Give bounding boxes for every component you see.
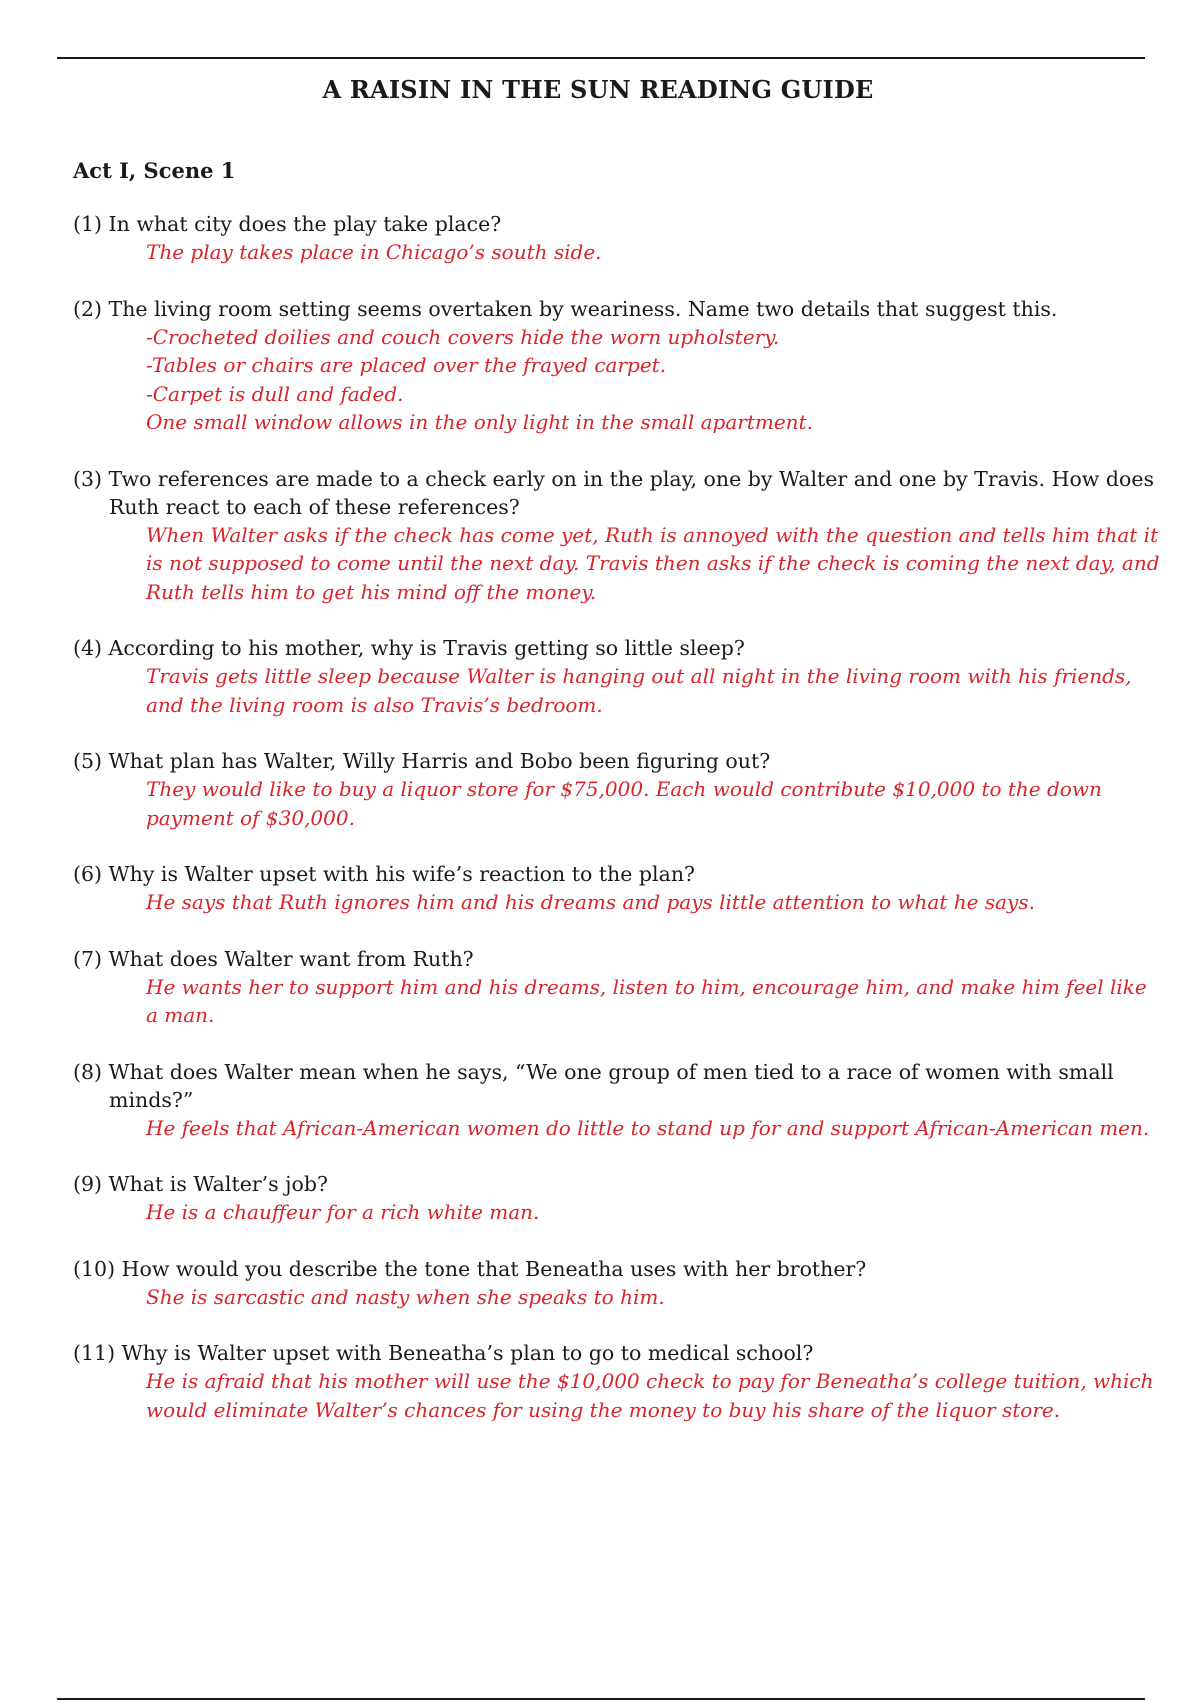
document-title: A RAISIN IN THE SUN READING GUIDE: [322, 75, 874, 104]
question-block: [73, 860, 1163, 917]
answer-text: [73, 973, 1163, 1030]
answer-line: He feels that African-American women do little to stand up for and support African-American men.: [146, 1115, 1150, 1140]
question-block: [73, 945, 1163, 1030]
answer-line: When Walter asks if the check has come yet, Ruth is annoyed with the question and tells him that it is not supposed to come until the next day. Travis then asks if the check is coming the next day, and Ruth tells him to get his mind off the money.: [146, 522, 1160, 604]
answer-text: [73, 662, 1163, 719]
document-page: [73, 72, 1163, 1452]
answer-text: [73, 1367, 1163, 1424]
question-text: (2) The living room setting seems overtaken by weariness. Name two details that suggest this.: [73, 296, 1058, 321]
question-text: (9) What is Walter’s job?: [73, 1172, 328, 1196]
question-block: [73, 210, 1163, 267]
question-text: (7) What does Walter want from Ruth?: [73, 946, 474, 971]
question-text: (10) How would you describe the tone that Beneatha uses with her brother?: [73, 1256, 867, 1281]
scene-heading: Act I, Scene 1: [73, 158, 236, 183]
answer-line: Travis gets little sleep because Walter is hanging out all night in the living room with his friends, and the living room is also Travis’s bedroom.: [146, 664, 1132, 717]
answer-text: [73, 323, 1163, 437]
question-block: [73, 1170, 1163, 1227]
answer-line: They would like to buy a liquor store for $75,000. Each would contribute $10,000 to the down payment of $30,000.: [146, 777, 1102, 830]
question-text: (6) Why is Walter upset with his wife’s reaction to the plan?: [73, 862, 696, 886]
answer-line: -Carpet is dull and faded.: [146, 381, 404, 406]
question-text: (3) Two references are made to a check early on in the play, one by Walter and one by Travis. How does Ruth react to each of these references?: [73, 466, 1154, 519]
question-block: [73, 634, 1163, 719]
answer-text: [73, 888, 1163, 917]
answer-text: [73, 1283, 1163, 1312]
question-text: (11) Why is Walter upset with Beneatha’s plan to go to medical school?: [73, 1341, 814, 1365]
question-block: [73, 1339, 1163, 1424]
question-block: [73, 1058, 1163, 1143]
answer-line: He wants her to support him and his dreams, listen to him, encourage him, and make him feel like a man.: [146, 974, 1147, 1027]
answer-line: She is sarcastic and nasty when she speaks to him.: [146, 1284, 665, 1309]
question-text: (1) In what city does the play take place?: [73, 212, 502, 236]
answer-text: [73, 1198, 1163, 1227]
answer-text: [73, 1114, 1163, 1143]
answer-line: -Tables or chairs are placed over the frayed carpet.: [146, 353, 667, 377]
answer-line: -Crocheted doilies and couch covers hide the worn upholstery.: [146, 324, 780, 349]
question-block: [73, 295, 1163, 437]
question-block: [73, 1255, 1163, 1312]
question-list: [73, 210, 1163, 1424]
question-text: (5) What plan has Walter, Willy Harris and Bobo been figuring out?: [73, 749, 771, 773]
question-block: [73, 465, 1163, 607]
answer-line: He says that Ruth ignores him and his dreams and pays little attention to what he says.: [146, 890, 1035, 914]
answer-line: The play takes place in Chicago’s south side.: [146, 240, 602, 264]
question-block: [73, 747, 1163, 832]
answer-line: One small window allows in the only light in the small apartment.: [146, 410, 813, 434]
answer-line: He is a chauffeur for a rich white man.: [146, 1200, 540, 1224]
answer-text: [73, 775, 1163, 832]
answer-line: He is afraid that his mother will use the $10,000 check to pay for Beneatha’s college tuition, which would eliminate Walter’s chances for using the money to buy his share of the liquor store.: [146, 1369, 1154, 1422]
answer-text: [73, 238, 1163, 267]
top-rule: [57, 57, 1145, 59]
question-text: (8) What does Walter mean when he says, “We one group of men tied to a race of women with small minds?”: [73, 1059, 1114, 1112]
question-text: (4) According to his mother, why is Travis getting so little sleep?: [73, 636, 745, 660]
answer-text: [73, 521, 1163, 607]
